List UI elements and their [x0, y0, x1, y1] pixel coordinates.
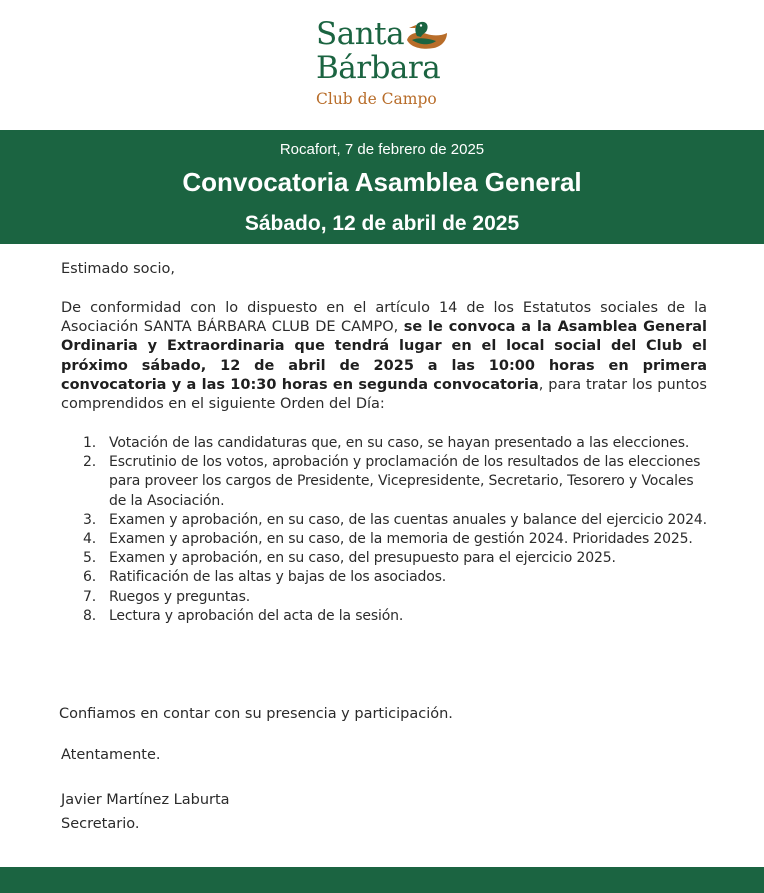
agenda-item-number: 1. — [83, 435, 97, 451]
agenda-item — [61, 453, 711, 511]
agenda-item-number: 6. — [83, 569, 97, 586]
agenda-item-number: 8. — [83, 607, 97, 624]
agenda-item-text: Escrutinio de los votos, aprobación y proclamación de los resultados de las elecciones para proveer los cargos de Presidente, Vicepresidente, Secretario, Tesorero y Vocales de la Asociación. — [109, 454, 701, 509]
club-logo — [0, 0, 764, 130]
duck-icon — [403, 19, 449, 51]
agenda-item-text: Examen y aprobación, en su caso, de la memoria de gestión 2024. Prioridades 2025. — [109, 531, 693, 548]
greeting: Estimado socio, — [61, 261, 176, 277]
intro-paragraph — [61, 299, 707, 414]
header-banner — [0, 130, 764, 244]
agenda-item-number: 4. — [83, 531, 97, 548]
agenda-item — [61, 588, 711, 607]
agenda-item-text: Votación de las candidaturas que, en su caso, se hayan presentado a las elecciones. — [109, 435, 690, 451]
agenda-item — [61, 434, 711, 453]
page-title: Convocatoria Asamblea General — [182, 167, 582, 197]
meeting-date: Sábado, 12 de abril de 2025 — [244, 212, 520, 235]
signer-name: Javier Martínez Laburta — [61, 792, 230, 808]
agenda-item-number: 3. — [83, 511, 97, 528]
agenda-item-text: Examen y aprobación, en su caso, del presupuesto para el ejercicio 2025. — [109, 550, 616, 567]
agenda-item-number: 7. — [83, 588, 97, 605]
intro-bold-text: se le convoca a la Asamblea General Ordinaria y Extraordinaria que tendrá lugar en el local social del Club el próximo sábado, 12 de abril de 2025 a las 10:00 horas en primera convocatoria y a las 10:30 horas en segunda convocatoria — [61, 319, 707, 393]
logo-text-barbara: Bárbara — [316, 50, 441, 86]
agenda-item — [61, 530, 711, 549]
intro-text: De conformidad con lo dispuesto en el artículo 14 de los Estatutos sociales de la Asociación SANTA BÁRBARA CLUB DE CAMPO, — [61, 300, 707, 336]
agenda-item-number: 5. — [83, 550, 97, 567]
agenda-item-text: Examen y aprobación, en su caso, de las cuentas anuales y balance del ejercicio 2024. — [109, 511, 707, 528]
logo-text-santa: Santa — [316, 16, 405, 52]
agenda-item-text: Ratificación de las altas y bajas de los asociados. — [109, 569, 447, 586]
logo-text-club-de-campo: Club de Campo — [316, 90, 437, 108]
footer-bar — [0, 867, 764, 893]
agenda-item — [61, 549, 711, 568]
agenda-item-text: Ruegos y preguntas. — [109, 588, 251, 605]
agenda-item — [61, 568, 711, 587]
sign-off: Atentamente. — [61, 747, 161, 763]
letter-place-date: Rocafort, 7 de febrero de 2025 — [279, 141, 485, 158]
agenda-item-text: Lectura y aprobación del acta de la sesión. — [109, 607, 404, 624]
signer-role: Secretario. — [61, 816, 140, 832]
agenda-list — [61, 434, 711, 626]
agenda-item-number: 2. — [83, 454, 97, 471]
agenda-item — [61, 511, 711, 530]
closing-sentence: Confiamos en contar con su presencia y participación. — [59, 706, 453, 722]
agenda-item — [61, 607, 711, 626]
intro-text-end: , para tratar los puntos comprendidos en el siguiente Orden del Día: — [61, 376, 707, 413]
